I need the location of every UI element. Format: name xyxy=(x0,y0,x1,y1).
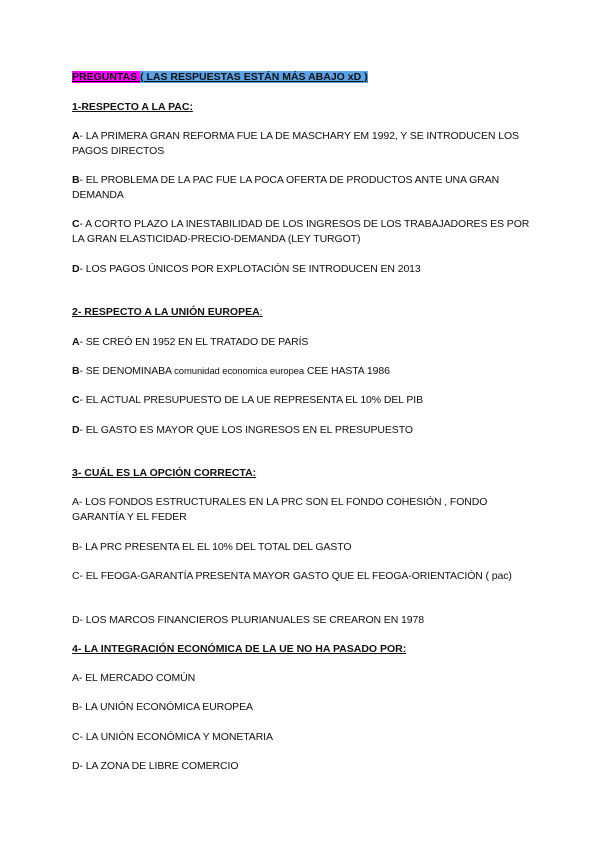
q2-option-c-letter: C xyxy=(72,394,80,406)
q1-option-a-text: - LA PRIMERA GRAN REFORMA FUE LA DE MASCHARY EM 1992, Y SE INTRODUCEN LOS PAGOS DIRECTOS xyxy=(72,130,519,157)
q4-option-d: D- LA ZONA DE LIBRE COMERCIO xyxy=(72,760,239,772)
question-4-title: 4- LA INTEGRACIÓN ECONÓMICA DE LA UE NO HA PASADO POR: xyxy=(72,643,407,655)
q2-option-a-text: - SE CREÓ EN 1952 EN EL TRATADO DE PARÍS xyxy=(79,336,309,348)
q3-option-b: B- LA PRC PRESENTA EL EL 10% DEL TOTAL DEL GASTO xyxy=(72,541,352,553)
q1-option-c-text: - A CORTO PLAZO LA INESTABILIDAD DE LOS INGRESOS DE LOS TRABAJADORES ES POR LA GRAN ELASTICIDAD-PRECIO-DEMANDA (LEY TURGOT) xyxy=(72,218,530,245)
q2-option-c-text: - EL ACTUAL PRESUPUESTO DE LA UE REPRESENTA EL 10% DEL PIB xyxy=(79,394,424,406)
q2-option-d-text: - EL GASTO ES MAYOR QUE LOS INGRESOS EN EL PRESUPUESTO xyxy=(79,424,413,436)
q1-option-b-text: - EL PROBLEMA DE LA PAC FUE LA POCA OFERTA DE PRODUCTOS ANTE UNA GRAN DEMANDA xyxy=(72,174,500,201)
q1-option-d-letter: D xyxy=(72,263,80,275)
q1-option-a-letter: A xyxy=(72,130,80,142)
title-highlight-blue: ( LAS RESPUESTAS ESTÁN MÁS ABAJO xD ) xyxy=(140,71,368,83)
q1-option-c xyxy=(72,217,532,247)
q3-option-c: C- EL FEOGA-GARANTÍA PRESENTA MAYOR GASTO QUE EL FEOGA-ORIENTACIÓN ( pac) xyxy=(72,570,512,582)
q2-option-b xyxy=(72,364,532,379)
q4-option-c: C- LA UNIÓN ECONÓMICA Y MONETARIA xyxy=(72,731,273,743)
q2-option-b-text-3: CEE HASTA 1986 xyxy=(304,365,390,377)
q4-option-a: A- EL MERCADO COMÚN xyxy=(72,672,196,684)
q1-option-b xyxy=(72,173,532,203)
question-3-title: 3- CUÁL ES LA OPCIÓN CORRECTA: xyxy=(72,467,257,479)
q2-option-a-letter: A xyxy=(72,336,80,348)
q2-option-b-text-2: comunidad economica europea xyxy=(174,366,305,377)
q2-option-d xyxy=(72,423,532,438)
title-highlight-pink: PREGUNTAS xyxy=(72,71,141,83)
q2-option-a xyxy=(72,335,532,350)
question-1-title: 1-RESPECTO A LA PAC: xyxy=(72,101,193,113)
q1-option-b-letter: B xyxy=(72,174,80,186)
q1-option-d xyxy=(72,262,532,277)
q1-option-c-letter: C xyxy=(72,218,80,230)
q4-option-b: B- LA UNIÓN ECONÓMICA EUROPEA xyxy=(72,701,253,713)
q1-option-a xyxy=(72,129,532,159)
q2-option-c xyxy=(72,393,532,408)
page-title xyxy=(72,71,368,83)
q2-option-b-letter: B xyxy=(72,365,80,377)
q3-option-a: A- LOS FONDOS ESTRUCTURALES EN LA PRC SON EL FONDO COHESIÓN , FONDO GARANTÍA Y EL FEDER xyxy=(72,496,488,523)
q1-option-d-text: - LOS PAGOS ÚNICOS POR EXPLOTACIÓN SE INTRODUCEN EN 2013 xyxy=(79,263,421,275)
question-2-title xyxy=(72,306,263,318)
q2-option-b-text-1: - SE DENOMINABA xyxy=(79,365,175,377)
question-2-title-colon: : xyxy=(259,306,263,318)
q3-option-d: D- LOS MARCOS FINANCIEROS PLURIANUALES SE CREARON EN 1978 xyxy=(72,614,424,626)
q2-option-d-letter: D xyxy=(72,424,80,436)
question-2-title-text: 2- RESPECTO A LA UNIÓN EUROPEA xyxy=(72,306,260,318)
